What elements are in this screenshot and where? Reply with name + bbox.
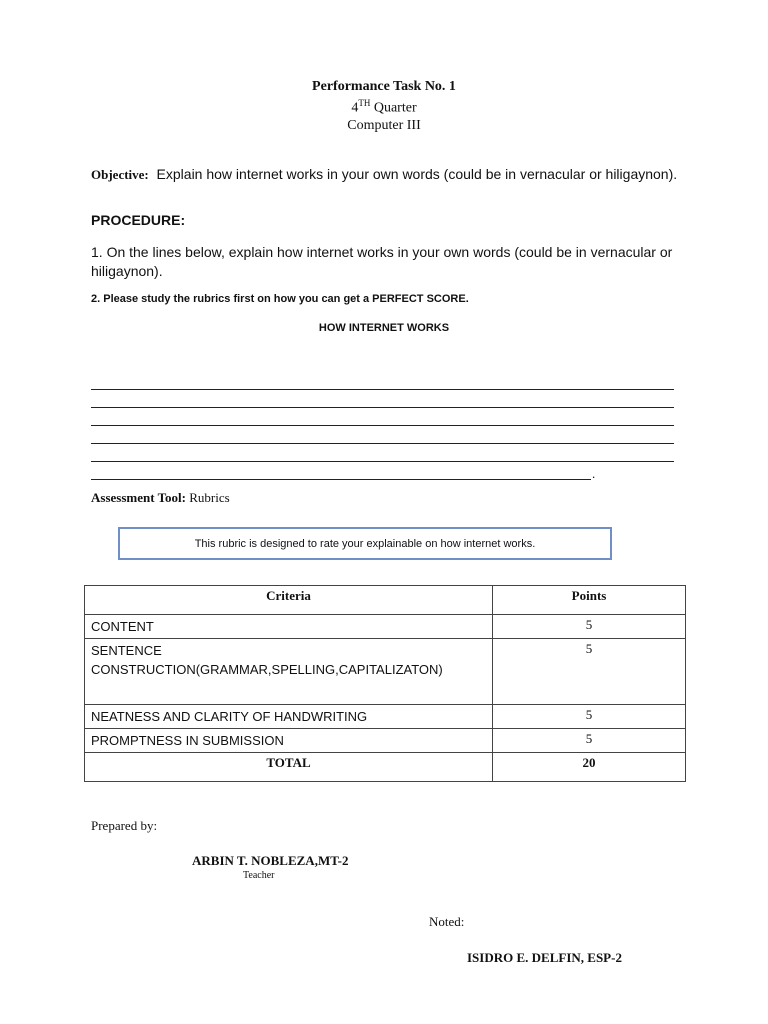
criteria-cell: SENTENCE CONSTRUCTION(GRAMMAR,SPELLING,CAPITALIZATON) [85,639,493,705]
noter-name: ISIDRO E. DELFIN, ESP-2 [467,950,622,965]
answer-line[interactable] [91,426,674,444]
points-cell: 5 [493,705,686,729]
table-row [85,615,686,639]
quarter-suffix: TH [358,98,371,108]
answer-line[interactable] [91,444,674,462]
assessment-label: Assessment Tool: [91,490,186,505]
answer-line[interactable] [91,462,591,480]
quarter-word: Quarter [370,100,417,116]
criteria-cell: CONTENT [85,615,493,639]
rubric-table [84,585,686,782]
procedure-step-1: 1. On the lines below, explain how internet works in your own words (could be in vernacular or hiligaynon). [91,244,673,279]
objective-label: Objective: [91,167,149,182]
table-row [85,729,686,753]
answer-line[interactable] [91,408,674,426]
answer-end-mark: . [592,466,596,481]
criteria-cell: NEATNESS AND CLARITY OF HANDWRITING [85,705,493,729]
procedure-step-2: 2. Please study the rubrics first on how you can get a PERFECT SCORE. [91,293,469,305]
preparer-role: Teacher [243,870,275,881]
answer-line[interactable] [91,372,674,390]
objective-paragraph [91,165,691,184]
assessment-tool [91,490,230,506]
answer-lines[interactable] [91,372,674,480]
points-cell: 5 [493,615,686,639]
quarter-number: 4 [351,100,359,116]
table-row [85,705,686,729]
answer-line-last[interactable] [91,462,674,480]
table-row [85,639,686,705]
document-title: Performance Task No. 1 [312,79,456,94]
answer-line[interactable] [91,390,674,408]
assessment-value: Rubrics [189,490,230,505]
criteria-cell: PROMPTNESS IN SUBMISSION [85,729,493,753]
subject-label: Computer III [347,118,421,133]
points-header: Points [493,586,686,615]
procedure-heading: PROCEDURE: [91,212,186,228]
preparer-name: ARBIN T. NOBLEZA,MT-2 [192,853,349,868]
points-cell: 5 [493,639,686,705]
quarter-label [0,98,768,117]
total-row [85,753,686,782]
objective-text: Explain how internet works in your own words (could be in vernacular or hiligaynon). [156,166,678,182]
answer-section-title: HOW INTERNET WORKS [318,322,450,334]
prepared-by-label: Prepared by: [91,818,158,833]
noted-label: Noted: [429,914,465,929]
rubric-header-row [85,586,686,615]
points-cell: 5 [493,729,686,753]
total-points: 20 [493,753,686,782]
total-label: TOTAL [85,753,493,782]
criteria-header: Criteria [85,586,493,615]
rubric-description-text: This rubric is designed to rate your explainable on how internet works. [194,537,536,550]
rubric-description-box [118,527,612,560]
